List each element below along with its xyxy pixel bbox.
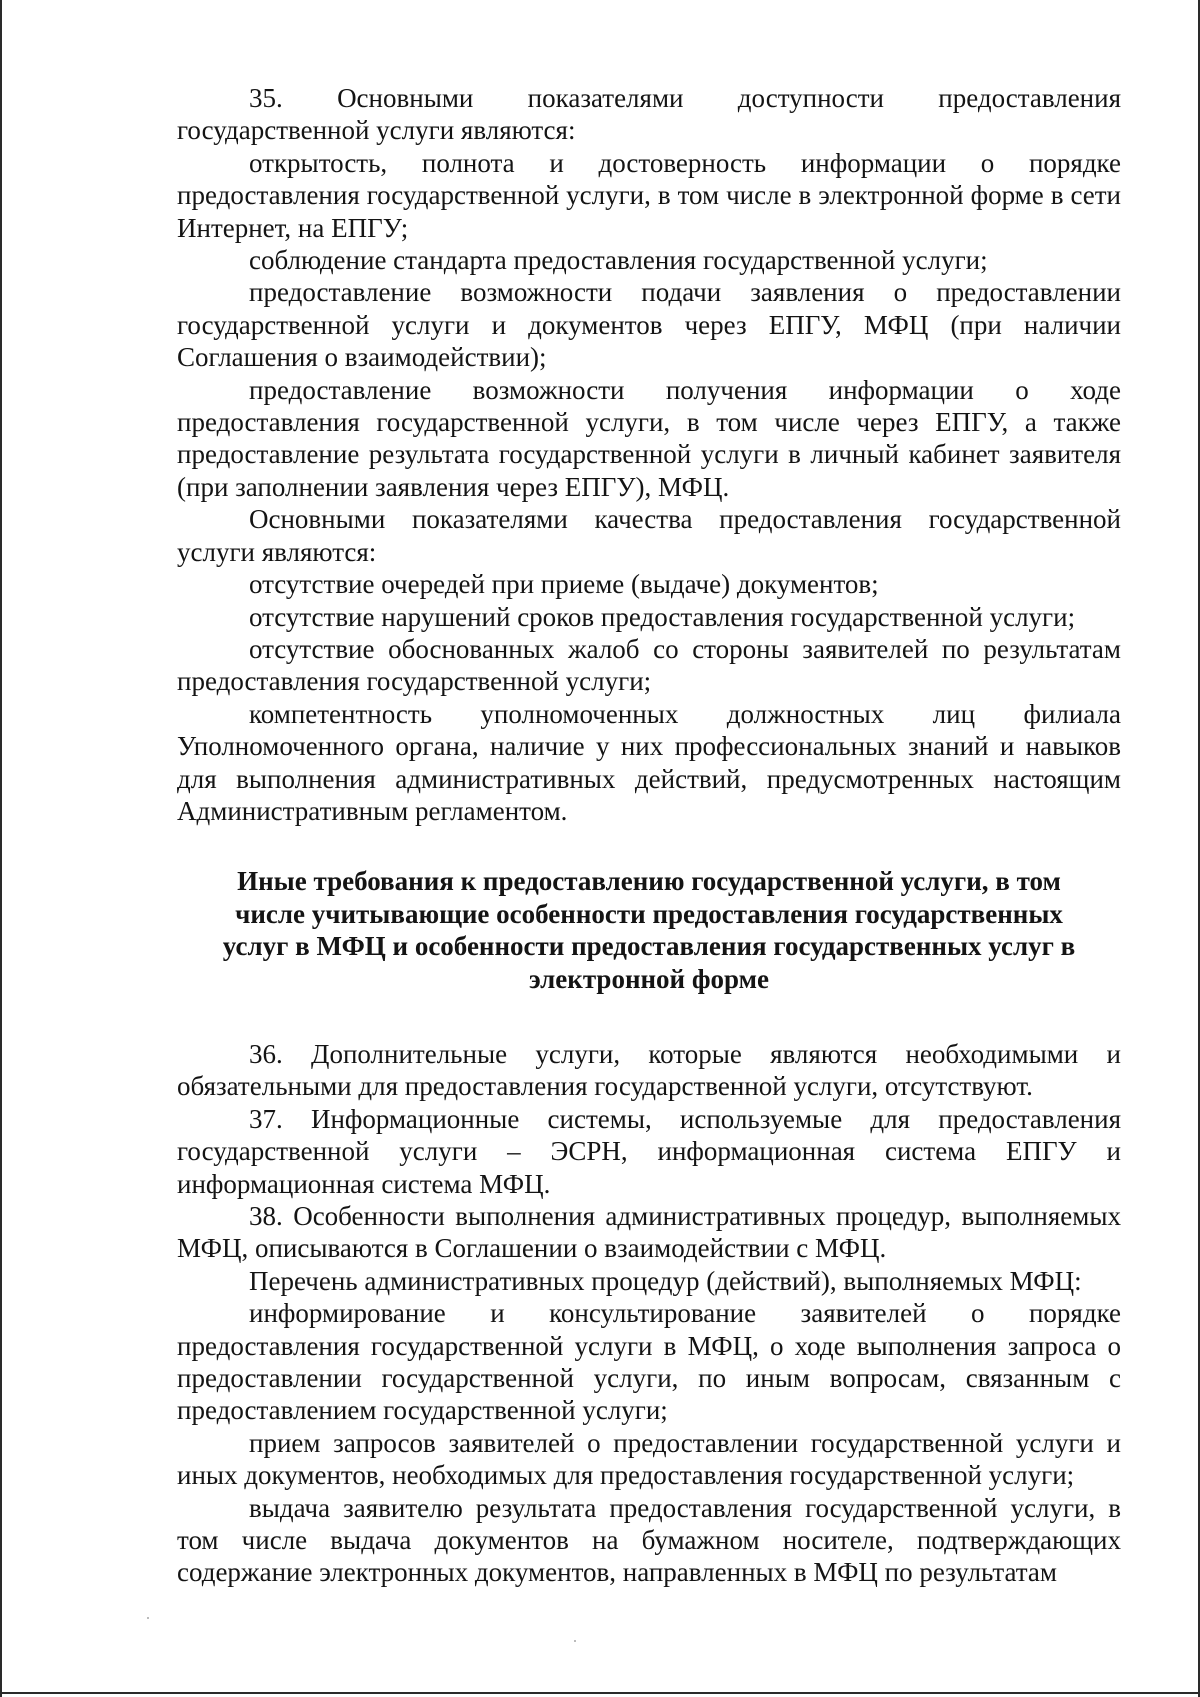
paragraph-35: 35. Основными показателями доступности предоставления государственной услуги являются: [177,83,1121,146]
paragraph-result-issuance: выдача заявителю результата предоставления государственной услуги, в том числе выдача документов на бумажном носителе, подтверждающих содержание электронных документов, направленных в МФЦ по результатам [177,1492,1121,1588]
paragraph-standard: соблюдение стандарта предоставления государственной услуги; [249,245,988,276]
paragraph-openness: открытость, полнота и достоверность информации о порядке предоставления государственной услуги, в том числе в электронной форме в сети Интернет, на ЕПГУ; [177,147,1121,243]
document-body [177,82,1121,1589]
paragraph-37: 37. Информационные системы, используемые для предоставления государственной услуги – ЭСРН, информационная система ЕПГУ и информационная система МФЦ. [177,1103,1121,1199]
paragraph-36: 36. Дополнительные услуги, которые являются необходимыми и обязательными для предоставления государственной услуги, отсутствуют. [177,1038,1121,1102]
paragraph-quality-indicators: Основными показателями качества предоставления государственной услуги являются: [177,504,1121,567]
paragraph-38: 38. Особенности выполнения административных процедур, выполняемых МФЦ, описываются в Соглашении о взаимодействии с МФЦ. [177,1201,1121,1264]
paragraph-progress-info: предоставление возможности получения информации о ходе предоставления государственной услуги, в том числе через ЕПГУ, а также предоставление результата государственной услуги в личный кабинет заявителя (при заполнении заявления через ЕПГУ), МФЦ. [177,374,1121,502]
paragraph-competence: компетентность уполномоченных должностных лиц филиала Уполномоченного органа, наличие у них профессиональных знаний и навыков для выполнения административных действий, предусмотренных настоящим Административным регламентом. [177,698,1121,826]
section-heading: Иные требования к предоставлению государственной услуги, в том числе учитывающие особенности предоставления государственных услуг в МФЦ и особенности предоставления государственных услуг в электронной форме [222,866,1076,994]
paragraph-no-queues: отсутствие очередей при приеме (выдаче) документов; [249,569,879,600]
paragraph-request-intake: прием запросов заявителей о предоставлении государственной услуги и иных документов, необходимых для предоставления государственной услуги; [177,1427,1121,1491]
scan-edge-line [2,1692,1198,1694]
paragraph-application-submission: предоставление возможности подачи заявления о предоставлении государственной услуги и документов через ЕПГУ, МФЦ (при наличии Соглашения о взаимодействии); [177,277,1121,373]
paragraph-informing: информирование и консультирование заявителей о порядке предоставления государственной услуги в МФЦ, о ходе выполнения запроса о предоставлении государственной услуги, по иным вопросам, связанным с предоставлением государственной услуги; [177,1298,1121,1426]
paragraph-procedure-list: Перечень административных процедур (действий), выполняемых МФЦ: [249,1265,1082,1296]
paragraph-no-complaints: отсутствие обоснованных жалоб со стороны заявителей по результатам предоставления государственной услуги; [177,633,1121,697]
paragraph-no-delays: отсутствие нарушений сроков предоставления государственной услуги; [249,601,1076,632]
